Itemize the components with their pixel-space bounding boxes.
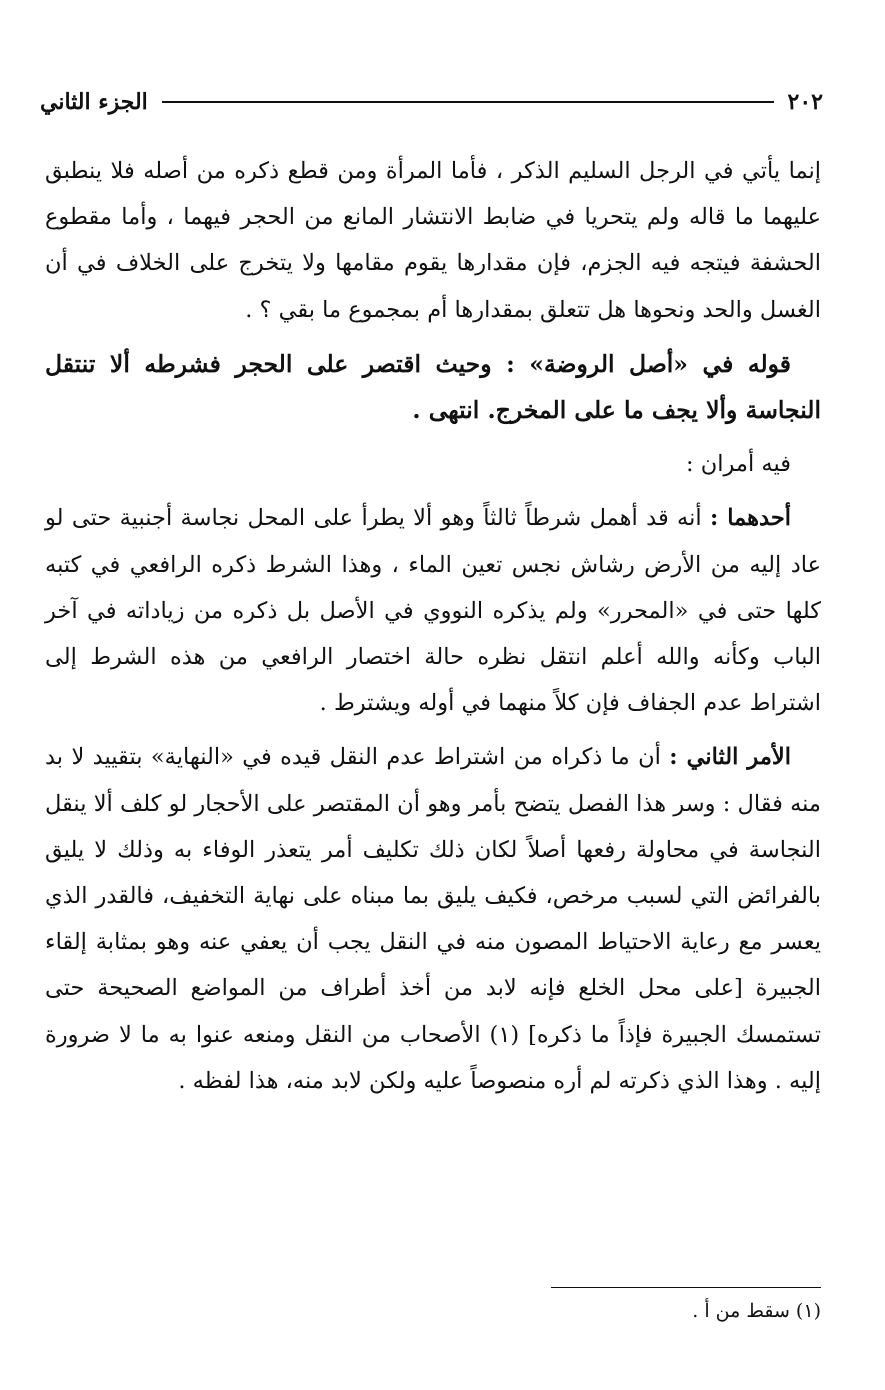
running-title: الجزء الثاني [40,89,148,115]
body-text [45,148,821,1104]
paragraph-quote-heading: قوله في «أصل الروضة» : وحيث اقتصر على الحجر فشرطه ألا تنتقل النجاسة وألا يجف ما على المخرج. انتهى . [45,349,821,425]
paragraph-second-matter [45,734,821,1104]
first-matter-lead: أحدهما : [709,505,791,532]
page-number: ٢٠٢ [787,89,823,115]
paragraph-1: إنما يأتي في الرجل السليم الذكر ، فأما المرأة ومن قطع ذكره من أصله فلا ينطبق عليهما ما قاله ولم يتحريا في ضابط الانتشار المانع من الحجر فيهما ، وأما مقطوع الحشفة فيتجه فيه الجزم، فإن مقدارها يقوم مقامها ولا يتخرج على الخلاف في أن الغسل والحد ونحوها هل تتعلق بمقدارها أم بمجموع ما بقي ؟ . [45,158,821,323]
paragraph-intro: فيه أمران : [686,451,791,478]
first-matter-text: أنه قد أهمل شرطاً ثالثاً وهو ألا يطرأ على المحل نجاسة أجنبية حتى لو عاد إليه من الأرض رشاش نجس تعين الماء ، وهذا الشرط ذكره الرافعي في كتبه كلها حتى في «المحرر» ولم يذكره النووي في الأصل بل ذكره من زياداته في آخر الباب وكأنه والله أعلم انتقل نظره حالة اختصار الرافعي من هذه الشرط إلى اشتراط عدم الجفاف فإن كلاً منهما في أوله ويشترط . [45,505,821,717]
paragraph-first-matter [45,495,821,726]
header-rule [162,101,774,103]
second-matter-text: أن ما ذكراه من اشتراط عدم النقل قيده في «النهاية» بتقييد لا بد منه فقال : وسر هذا الفصل يتضح بأمر وهو أن المقتصر على الأحجار لو كلف ألا ينقل النجاسة في محاولة رفعها أصلاً لكان ذلك تكليف أمر يتعذر الوفاء به وذلك لا يليق بالفرائض التي لسبب مرخص، فكيف يليق بما مبناه على نهاية التخفيف، فالقدر الذي يعسر مع رعاية الاحتياط المصون منه في النقل يجب أن يعفي عنه وهو بمثابة إلقاء الجبيرة [على محل الخلع فإنه لابد من أخذ أطراف من المواضع الصحيحة حتى تستمسك الجبيرة فإذاً ما ذكره] (١) الأصحاب من النقل ومنعه عنوا به ما لا ضرورة إليه . وهذا الذي ذكرته لم أره منصوصاً عليه ولكن لابد منه، هذا لفظه . [45,744,821,1094]
second-matter-lead: الأمر الثاني : [669,744,791,771]
page-header [40,84,823,120]
footnote: (١) سقط من أ . [692,1300,821,1322]
footnote-rule [551,1287,821,1288]
